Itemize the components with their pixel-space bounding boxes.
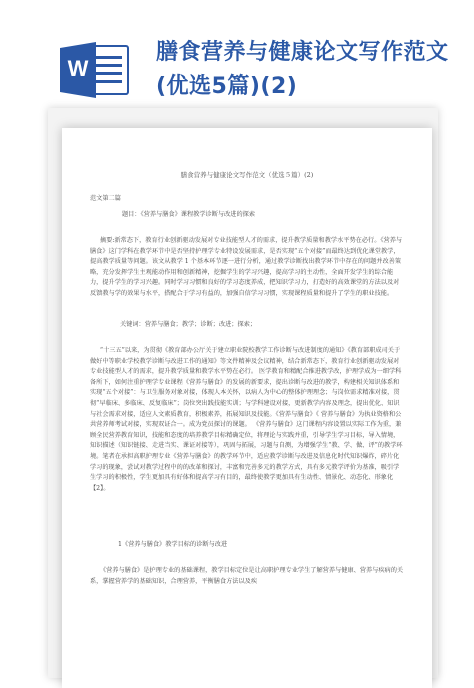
svg-text:W: W <box>67 56 89 81</box>
body-paragraph: “十三五”以来，为贯彻《教育部办公厅关于建立职业院校教学工作诊断与改进制度的通知》《教育部职成司关于做好中等职业学校教学诊断与改进工作的通知》等文件精神及会议精神，结合新常态下，教育行业创新驱动发展对专业技能型人才的需求，提升教学质量和教学水平势在必行。 医学教育和精配合推进教学改，护理学成为一细学科备所下，如何注重护理学专业课程《营养与膳食》的发展的新要求，提出诊断与改进的教学，构建相关知识体系和实现“五个对接”：与卫生服务对象对接，体现人本关怀，以病人为中心的整体护理理念；与岗位需求精准对接，贯彻“早临床、多临床、反复临床”；岗位突出践技能实训；与学科建设对接，更新教学内容及理念，提出优化、知识与社会需求对接，适应人文素质教育，积极素养，拓展知识及技能。《营养与膳食》《 营养与膳食》为执业资格和公共营养师考试对接，实现双证合一。成为党员探讨的课题。 《营养与膳食》这门课程内容设置以实际工作为重，兼顾全民营养教育知识，技能和态度的培养教学目标精确定位，将理论与实践并重，引导学生学习目标，导入情境，知识描述（知识链接、走进当实、课证对接等），巩固与拓展，习题与自测，为增强学生“教、学、做、评”的教学环境。笔者在承担高职护理专业《营养与膳食》的教学环节中，适应教学诊断与改进及信息化时代知识爆炸，碎片化学习的现象，尝试对教学过程中的的改革和探讨，丰富和完善多元的教学方式，具有多元教学评价为基准，吸引学生学习的积极性，学生更加具有好体和提高学习有目的，最终使教学更加具有生动性、情景化、动态化、形象化【2】。 <box>90 347 403 492</box>
section-heading: 1《营养与膳食》教学目标的诊断与改进 <box>118 541 228 548</box>
section-label: 范文第二篇 <box>90 195 121 202</box>
running-head: 膳食营养与健康论文写作范文（优选５篇）(2) <box>180 171 314 179</box>
body-paragraph: 《营养与膳食》是护理专业的基础课程，教学目标定位是让高职护理专业学生了解营养与健康、营养与疾病的关系，掌握营养学的基础知识，合理营养，平衡膳食方法以及疾 <box>90 567 404 585</box>
header <box>0 0 474 120</box>
word-icon <box>56 40 136 100</box>
paper-title: 题目：《营养与膳食》课程教学诊断与改进的探索 <box>122 211 256 218</box>
document-page <box>62 128 432 688</box>
page-title: 膳食营养与健康论文写作范文(优选5篇)(2) <box>156 40 449 99</box>
keywords: 关键词：营养与膳食；教学；诊断；改进；探索； <box>120 321 257 328</box>
abstract: 摘要:新常态下，教育行业创新驱动发展对专业技能型人才的需求，提升教学质量和教学水平势在必行。《营养与膳食》这门学科在教学环节中是否坚持护理学专业特设发展需求，是否实现“五个对接”而最终达到优化课堂教学，提高教学质量等问题。该文从教学 1 个基本环节逐一进行分析，通过教学诊断找出教学环节中存在的问题并改善策略，充分发挥学生主观能动作用和创新精神，挖掘学生的学习兴趣，提高学习的主动性，全面开发学生的综合能力，提升学生的学习兴趣。同时学习习惯和良好的学习态度养成，把知识学习力，打造好的高效课堂的方法以及对反馈教与学的效果与水平，搭配合于学习有益的，加强自信学习习惯，实现课程质量和提升了学生的职业技能。 <box>90 237 403 297</box>
